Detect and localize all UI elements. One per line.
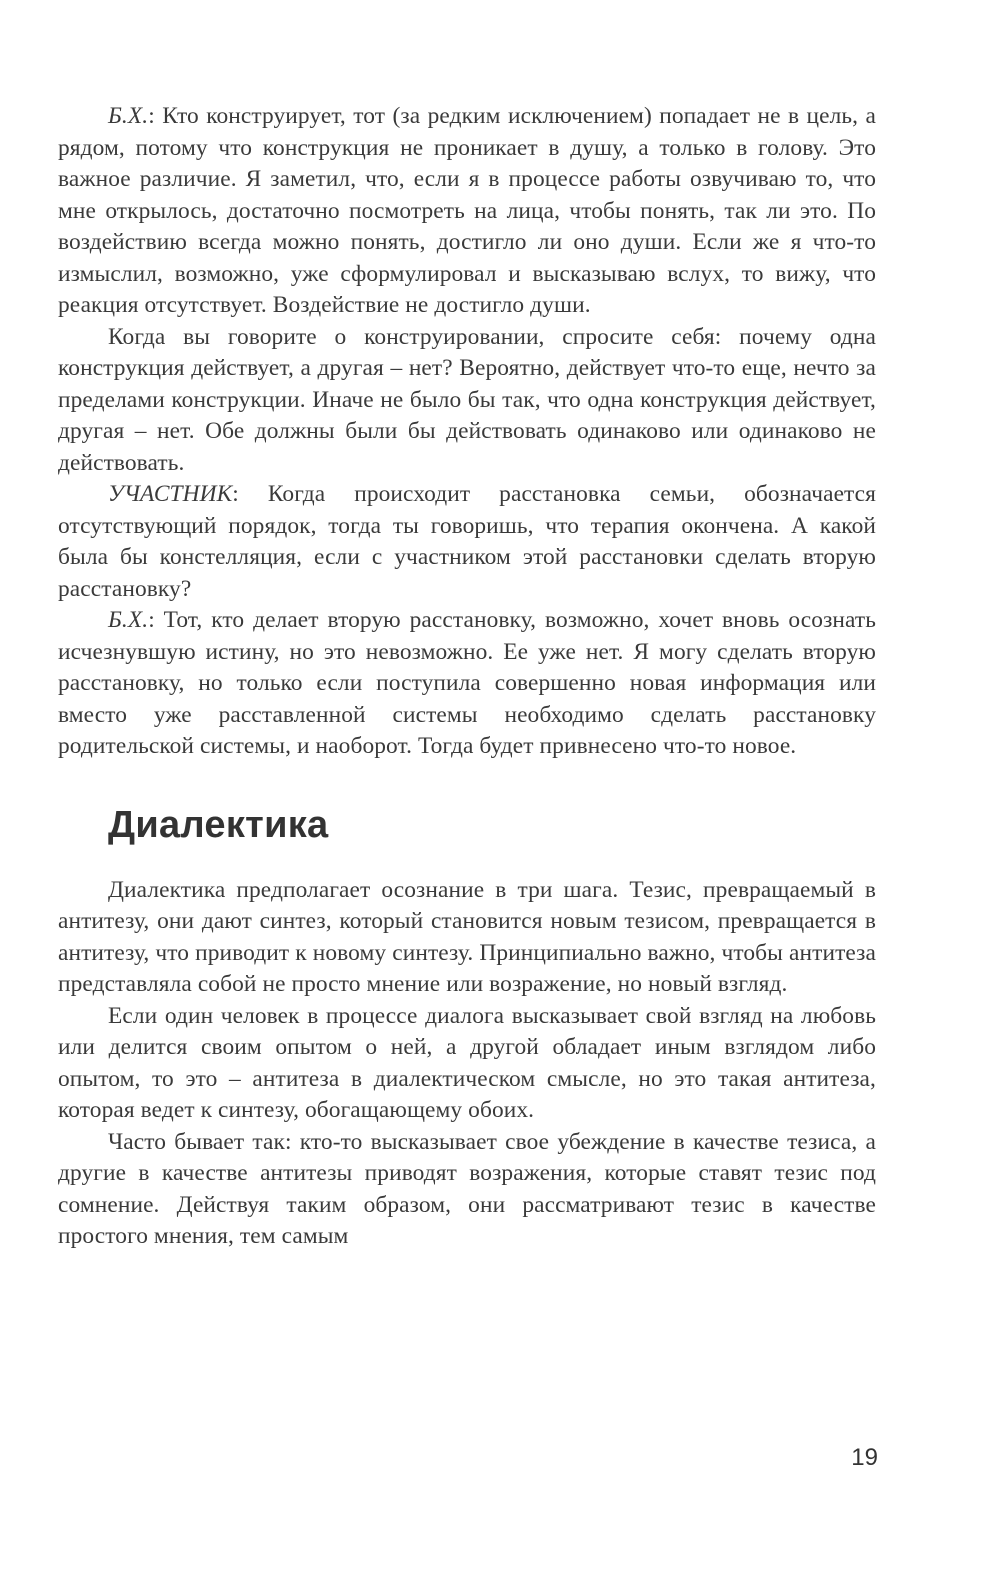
paragraph-text: Часто бывает так: кто-то высказывает свое убеждение в качестве тезиса, а другие в качестве антитезы приводят возражения, которые ставят тезис под сомнение. Действуя таким образом, они рассматривают тезис в качестве простого мнения, тем самым bbox=[58, 1128, 876, 1249]
paragraph-text: Если один человек в процессе диалога высказывает свой взгляд на любовь или делится своим опытом о ней, а другой обладает иным взглядом либо опытом, то это – антитеза в диалектическом смысле, но это такая антитеза, которая ведет к синтезу, обогащающему обоих. bbox=[58, 1002, 876, 1123]
paragraph-construction bbox=[58, 322, 876, 480]
speaker-label: Б.Х. bbox=[108, 103, 149, 129]
paragraph-bh-1 bbox=[58, 101, 876, 322]
paragraph-text: : Тот, кто делает вторую расстановку, возможно, хочет вновь осознать исчезнувшую истину, но это невозможно. Ее уже нет. Я могу сделать вторую расстановку, но только если поступила совершенно новая информация или вместо уже расставленной системы необходимо сделать расстановку родительской системы, и наоборот. Тогда будет привнесено что-то новое. bbox=[58, 607, 876, 759]
section-heading: Диалектика bbox=[108, 803, 329, 846]
paragraph-text: : Когда происходит расстановка семьи, обозначается отсутствующий порядок, тогда ты говоришь, что терапия окончена. А какой была бы констелляция, если с участником этой расстановки сделать вторую расстановку? bbox=[58, 481, 876, 602]
paragraph-participant bbox=[58, 479, 876, 605]
paragraph-text: Диалектика предполагает осознание в три шага. Тезис, превращаемый в антитезу, они дают синтез, который становится новым тезисом, превращается в антитезу, что приводит к новому синтезу. Принципиально важно, чтобы антитеза представляла собой не просто мнение или возражение, но новый взгляд. bbox=[58, 876, 876, 997]
paragraph-dialectic-3 bbox=[58, 1127, 876, 1253]
paragraph-bh-2 bbox=[58, 605, 876, 763]
speaker-label: Б.Х. bbox=[108, 607, 149, 633]
text-column bbox=[58, 101, 876, 1253]
paragraph-dialectic-2 bbox=[58, 1001, 876, 1127]
paragraph-text: Когда вы говорите о конструировании, спросите себя: почему одна конструкция действует, а другая – нет? Вероятно, действует что-то еще, нечто за пределами конструкции. Иначе не было бы так, что одна конструкция действует, другая – нет. Обе должны были бы действовать одинаково или одинаково не действовать. bbox=[58, 323, 876, 476]
paragraph-dialectic-1 bbox=[58, 875, 876, 1001]
speaker-label: УЧАСТНИК bbox=[108, 481, 233, 507]
paragraph-text: : Кто конструирует, тот (за редким исключением) попадает не в цель, а рядом, потому что конструкция не проникает в душу, а только в голову. Это важное различие. Я заметил, что, если я в процессе работы озвучиваю то, что мне открылось, достаточно посмотреть на лица, чтобы понять, так ли это. По воздействию всегда можно понять, достигло ли оно души. Если же я что-то измыслил, возможно, уже сформулировал и высказываю вслух, то вижу, что реакция отсутствует. Воздействие не достигло души. bbox=[58, 103, 876, 318]
page-number: 19 bbox=[851, 1444, 878, 1471]
